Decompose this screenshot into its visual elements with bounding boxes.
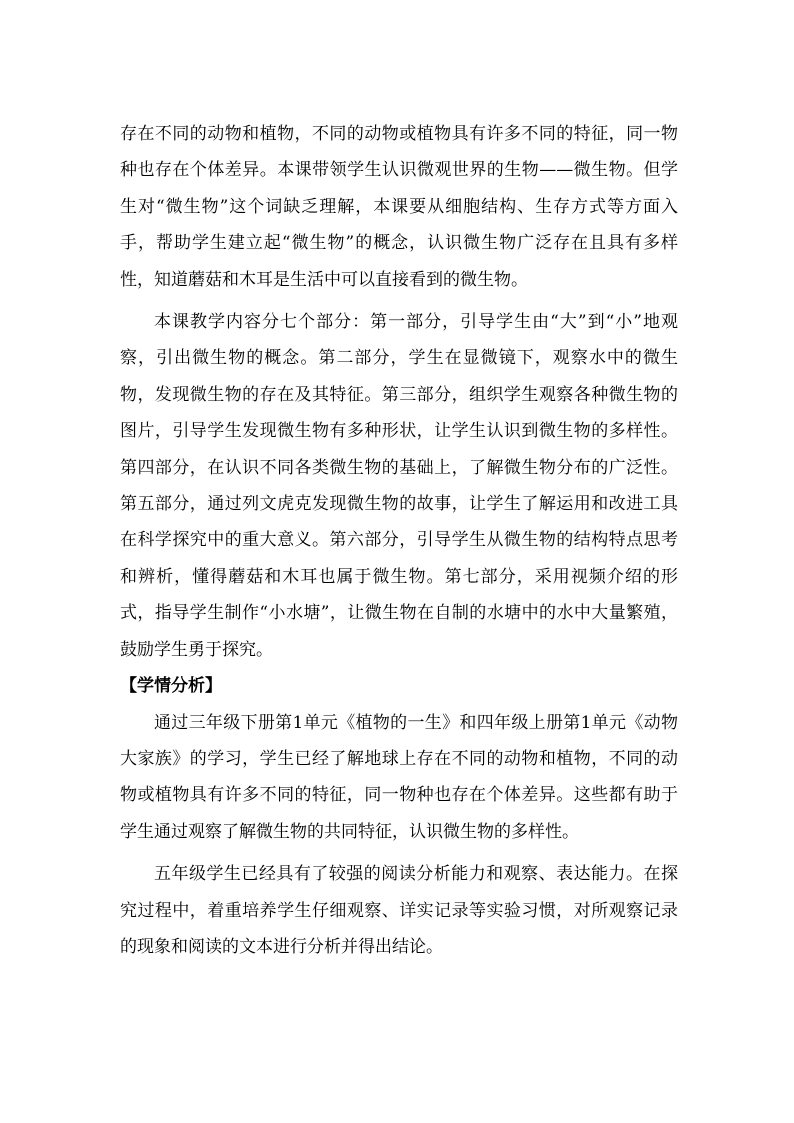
analysis-paragraph-1: 通过三年级下册第1单元《植物的一生》和四年级上册第1单元《动物大家族》的学习，学生已经了解地球上存在不同的动物和植物，不同的动物或植物具有许多不同的特征，同一物种也存在个体差异。这些都有助于学生通过观察了解微生物的共同特征，认识微生物的多样性。 (120, 712, 678, 842)
section-heading: 【学情分析】 (120, 676, 222, 697)
analysis-paragraph-2: 五年级学生已经具有了较强的阅读分析能力和观察、表达能力。在探究过程中，着重培养学生仔细观察、详实记录等实验习惯，对所观察记录的现象和阅读的文本进行分析并得出结论。 (120, 864, 678, 957)
document-body (120, 116, 678, 965)
content-paragraph: 本课教学内容分七个部分：第一部分，引导学生由“大”到“小”地观察，引出微生物的概念。第二部分，学生在显微镜下，观察水中的微生物，发现微生物的存在及其特征。第三部分，组织学生观察各种微生物的图片，引导学生发现微生物有多种形状，让学生认识到微生物的多样性。第四部分，在认识不同各类微生物的基础上，了解微生物分布的广泛性。第五部分，通过列文虎克发现微生物的故事，让学生了解运用和改进工具在科学探究中的重大意义。第六部分，引导学生从微生物的结构特点思考和辨析，懂得蘑菇和木耳也属于微生物。第七部分，采用视频介绍的形式，指导学生制作“小水塘”，让微生物在自制的水塘中的水中大量繁殖，鼓励学生勇于探究。 (120, 312, 678, 660)
intro-paragraph: 存在不同的动物和植物，不同的动物或植物具有许多不同的特征，同一物种也存在个体差异。本课带领学生认识微观世界的生物——微生物。但学生对“微生物”这个词缺乏理解，本课要从细胞结构、生存方式等方面入手，帮助学生建立起“微生物”的概念，认识微生物广泛存在且具有多样性，知道蘑菇和木耳是生活中可以直接看到的微生物。 (120, 124, 678, 290)
